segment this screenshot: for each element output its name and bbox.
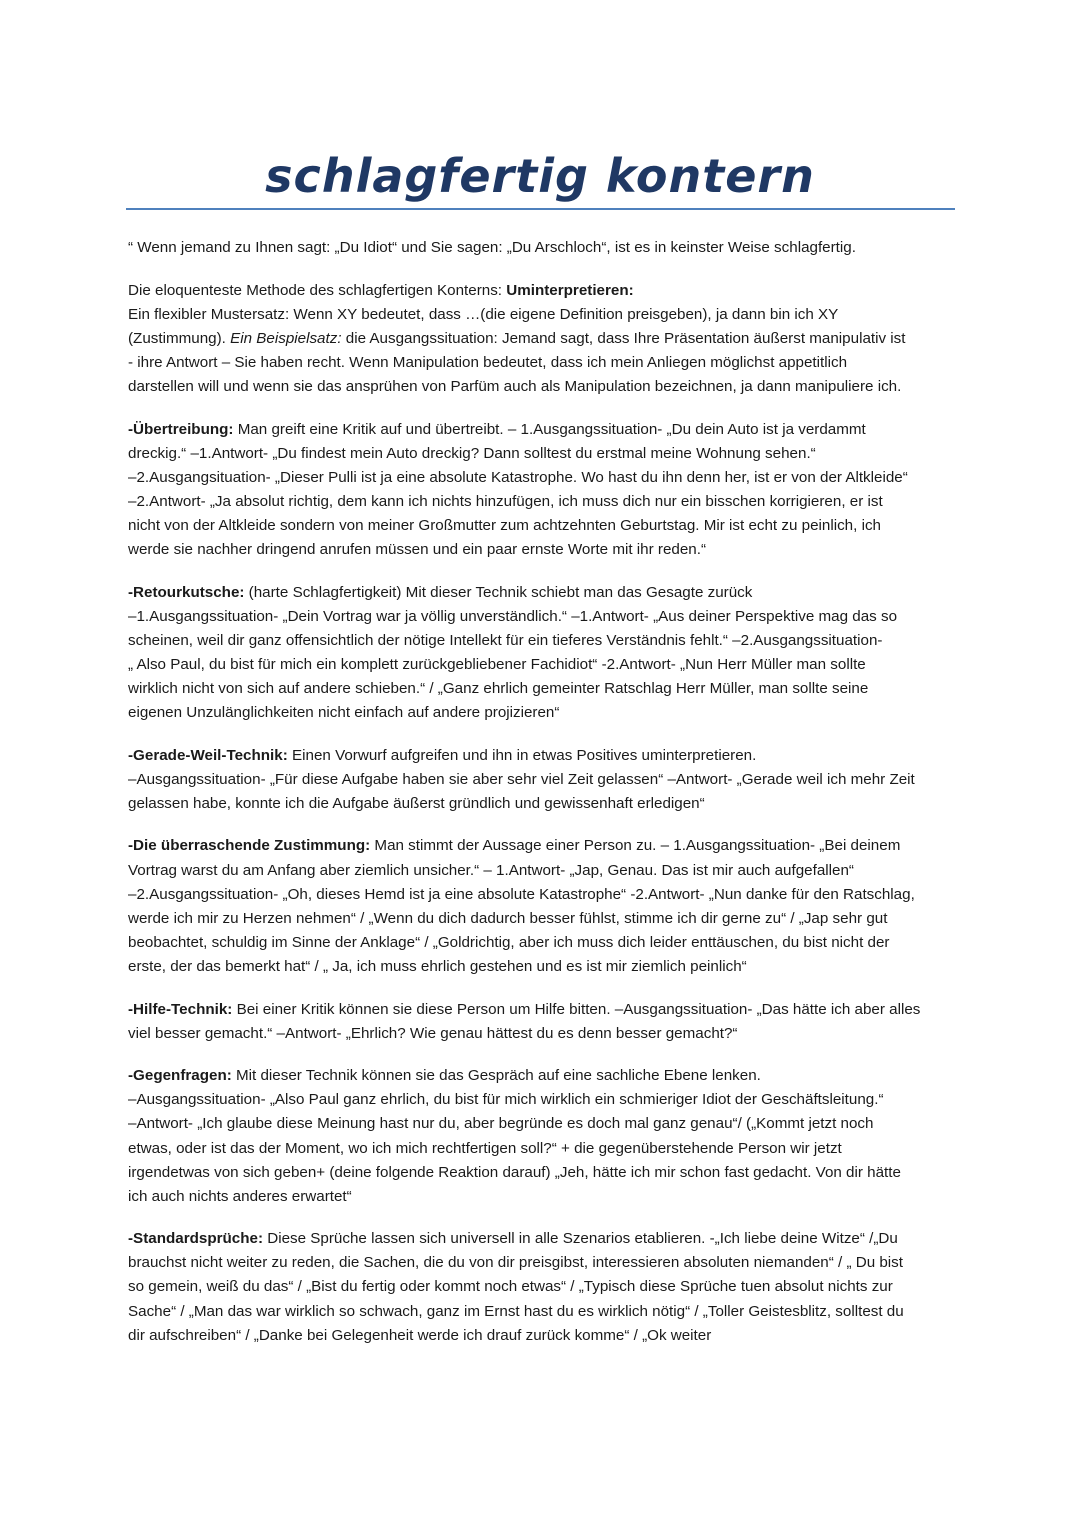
zustimmung-paragraph <box>128 834 952 979</box>
gerade-weil-heading: -Gerade-Weil-Technik: <box>128 746 288 764</box>
uminterpretieren-line-3-pre: (Zustimmung). <box>128 329 231 347</box>
retourkutsche-line-3: scheinen, weil dir ganz offensichtlich der nötige Intellekt für ein tieferes Verständnis fehlt.“ –2.Ausgangssituation- <box>128 631 883 649</box>
gegenfragen-heading: -Gegenfragen: <box>128 1067 232 1085</box>
standardsprueche-line-3: so gemein, weiß du das“ / „Bist du fertig oder kommt noch etwas“ / „Typisch diese Sprüche tuen absolut nichts zur <box>128 1278 893 1296</box>
hilfe-line-1 <box>128 998 952 1022</box>
gegenfragen-line-6: ich auch nichts anderes erwartet“ <box>128 1187 352 1205</box>
retourkutsche-line-1 <box>128 581 952 605</box>
gerade-weil-paragraph <box>128 744 952 816</box>
zustimmung-line-6: erste, der das bemerkt hat“ / „ Ja, ich muss ehrlich gestehen und es ist mir ziemlich peinlich“ <box>128 957 747 975</box>
standardsprueche-line-4: Sache“ / „Man das war wirklich so schwach, ganz im Ernst hast du es wirklich nötig“ / „Toller Geistesblitz, solltest du <box>128 1302 904 1320</box>
standardsprueche-paragraph <box>128 1227 952 1347</box>
page-title: schlagfertig kontern <box>265 149 815 203</box>
gegenfragen-paragraph <box>128 1064 952 1209</box>
standardsprueche-line-1 <box>128 1227 952 1251</box>
uminterpretieren-line-3 <box>128 327 952 351</box>
uebertreibung-paragraph <box>128 418 952 563</box>
retourkutsche-line-5: wirklich nicht von sich auf andere schieben.“ / „Ganz ehrlich gemeinter Ratschlag Herr Müller, man sollte seine <box>128 680 869 697</box>
standardsprueche-line-5: dir aufschreiben“ / „Danke bei Gelegenheit werde ich drauf zurück komme“ / „Ok weiter <box>128 1326 712 1344</box>
gerade-weil-text-1: Einen Vorwurf aufgreifen und ihn in etwas Positives uminterpretieren. <box>287 746 757 764</box>
zustimmung-text-1: Man stimmt der Aussage einer Person zu. – 1.Ausgangssituation- „Bei deinem <box>370 837 901 855</box>
uebertreibung-line-5: nicht von der Altkleide sondern von meiner Großmutter zum achtzehnten Geburtstag. Mir ist echt zu peinlich, ich <box>128 516 881 534</box>
gegenfragen-line-5: irgendetwas von sich geben+ (deine folgende Reaktion darauf) „Jeh, hätte ich mir schon fast gedacht. Von dir hätte <box>128 1163 901 1181</box>
gegenfragen-line-1 <box>128 1064 952 1088</box>
uebertreibung-line-4: –2.Antwort- „Ja absolut richtig, dem kann ich nichts hinzufügen, ich muss dich nur ein bisschen korrigieren, er ist <box>128 492 883 510</box>
gegenfragen-line-3: –Antwort- „Ich glaube diese Meinung hast nur du, aber begründe es doch mal ganz genau“/ („Kommt jetzt noch <box>128 1115 874 1133</box>
zustimmung-line-2: Vortrag warst du am Anfang aber ziemlich unsicher.“ – 1.Antwort- „Jap, Genau. Das ist mir auch aufgefallen“ <box>128 861 854 879</box>
retourkutsche-paragraph <box>128 581 952 726</box>
gerade-weil-line-1 <box>128 744 952 768</box>
gegenfragen-line-2: –Ausgangssituation- „Also Paul ganz ehrlich, du bist für mich wirklich ein schmieriger Idiot der Geschäftsleitung.“ <box>128 1091 884 1109</box>
zustimmung-heading: -Die überraschende Zustimmung: <box>128 837 371 855</box>
uminterpretieren-line-5: darstellen will und wenn sie das ansprühen von Parfüm auch als Manipulation bezeichnen, ja dann manipuliere ich. <box>128 377 902 395</box>
uminterpretieren-line-1 <box>128 279 952 303</box>
uebertreibung-line-3: –2.Ausgangsituation- „Dieser Pulli ist ja eine absolute Katastrophe. Wo hast du ihn denn her, ist er von der Altkleide“ <box>128 468 908 486</box>
uebertreibung-heading: -Übertreibung: <box>128 420 234 438</box>
gegenfragen-line-4: etwas, oder ist das der Moment, wo ich mich rechtfertigen soll?“ + die gegenüberstehende Person wir jetzt <box>128 1139 842 1157</box>
document-body <box>128 236 952 1366</box>
uminterpretieren-line-2: Ein flexibler Mustersatz: Wenn XY bedeutet, dass …(die eigene Definition preisgeben), ja dann bin ich XY <box>128 305 839 323</box>
zustimmung-line-1 <box>128 834 952 858</box>
retourkutsche-heading: -Retourkutsche: <box>128 583 245 601</box>
uminterpretieren-paragraph <box>128 279 952 399</box>
retourkutsche-line-4: „ Also Paul, du bist für mich ein komplett zurückgebliebener Fachidiot“ -2.Antwort- „Nun Herr Müller man sollte <box>128 655 866 673</box>
zustimmung-line-3: –2.Ausgangssituation- „Oh, dieses Hemd ist ja eine absolute Katastrophe“ -2.Antwort- „Nun danke für den Ratschlag, <box>128 885 915 903</box>
intro-text: “ Wenn jemand zu Ihnen sagt: „Du Idiot“ und Sie sagen: „Du Arschloch“, ist es in keinster Weise schlagfertig. <box>128 239 856 256</box>
uebertreibung-text-1: Man greift eine Kritik auf und übertreibt. – 1.Ausgangssituation- „Du dein Auto ist ja verdammt <box>233 420 866 438</box>
gerade-weil-line-3: gelassen habe, konnte ich die Aufgabe äußerst gründlich und gewissenhaft erledigen“ <box>128 794 705 812</box>
retourkutsche-line-2: –1.Ausgangssituation- „Dein Vortrag war ja völlig unverständlich.“ –1.Antwort- „Aus deiner Perspektive mag das so <box>128 607 898 625</box>
hilfe-line-2: viel besser gemacht.“ –Antwort- „Ehrlich? Wie genau hättest du es denn besser gemacht?“ <box>128 1024 738 1042</box>
hilfe-heading: -Hilfe-Technik: <box>128 1000 233 1018</box>
standardsprueche-heading: -Standardsprüche: <box>128 1230 264 1248</box>
intro-paragraph <box>128 236 952 260</box>
uminterpretieren-example-label: Ein Beispielsatz: <box>230 329 342 347</box>
hilfe-text-1: Bei einer Kritik können sie diese Person um Hilfe bitten. –Ausgangssituation- „Das hätte ich aber alles <box>232 1000 921 1018</box>
zustimmung-line-4: werde ich mir zu Herzen nehmen“ / „Wenn du dich dadurch besser fühlst, stimme ich dir gerne zu“ / „Jap sehr gut <box>128 909 888 927</box>
title-underline <box>126 208 955 210</box>
standardsprueche-line-2: brauchst nicht weiter zu reden, die Sachen, die du von dir preisgibst, interessieren absoluten niemanden“ / „ Du bist <box>128 1254 903 1272</box>
standardsprueche-text-1: Diese Sprüche lassen sich universell in alle Szenarios etablieren. -„Ich liebe deine Witze“ /„Du <box>263 1230 898 1248</box>
uebertreibung-line-1 <box>128 418 952 442</box>
uebertreibung-line-6: werde sie nachher dringend anrufen müssen und ein paar ernste Worte mit ihr reden.“ <box>128 541 707 559</box>
gerade-weil-line-2: –Ausgangssituation- „Für diese Aufgabe haben sie aber sehr viel Zeit gelassen“ –Antwort- „Gerade weil ich mehr Zeit <box>128 770 915 788</box>
uminterpretieren-heading: Uminterpretieren: <box>506 281 634 299</box>
hilfe-paragraph <box>128 998 952 1046</box>
retourkutsche-line-6: eigenen Unzulänglichkeiten nicht einfach auf andere projizieren“ <box>128 704 560 722</box>
uminterpretieren-line-3-post: die Ausgangssituation: Jemand sagt, dass Ihre Präsentation äußerst manipulativ ist <box>341 329 906 347</box>
uebertreibung-line-2: dreckig.“ –1.Antwort- „Du findest mein Auto dreckig? Dann solltest du erstmal meine Wohnung sehen.“ <box>128 444 816 462</box>
uminterpretieren-lead: Die eloquenteste Methode des schlagfertigen Konterns: <box>128 281 507 299</box>
retourkutsche-text-1: (harte Schlagfertigkeit) Mit dieser Technik schiebt man das Gesagte zurück <box>244 583 753 601</box>
uminterpretieren-line-4: - ihre Antwort – Sie haben recht. Wenn Manipulation bedeutet, dass ich mein Anliegen möglichst appetitlich <box>128 353 848 371</box>
gegenfragen-text-1: Mit dieser Technik können sie das Gespräch auf eine sachliche Ebene lenken. <box>231 1067 761 1085</box>
zustimmung-line-5: beobachtet, schuldig im Sinne der Anklage“ / „Goldrichtig, aber ich muss dich leider enttäuschen, du bist nicht der <box>128 933 890 951</box>
